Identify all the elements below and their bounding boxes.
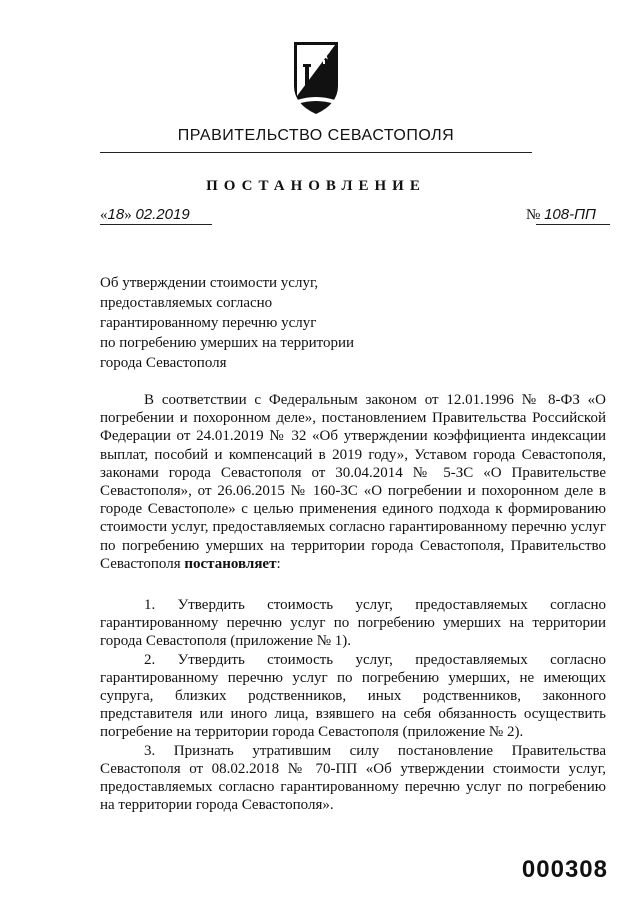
decree-item: 1. Утвердить стоимость услуг, предоставляемых согласно гарантированному перечню услуг по погребению умерших на территории города Севастополя (приложение № 1). bbox=[100, 597, 606, 650]
decree-items bbox=[100, 596, 606, 814]
decree-date bbox=[100, 206, 190, 224]
preamble-paragraph bbox=[100, 391, 606, 573]
document-type-title: ПОСТАНОВЛЕНИЕ bbox=[206, 178, 426, 194]
document-serial-number: 000308 bbox=[521, 856, 608, 883]
preamble-text: В соответствии с Федеральным законом от 12.01.1996 № 8-ФЗ «О погребении и похоронном деле», постановлением Правительства Российской Федерации от 24.01.2019 № 32 «Об утверждении коэффициента индексации выплат, пособий и компенсаций в 2019 году», Уставом города Севастополя, законами города Севастополя от 30.04.2014 № 5-ЗС «О Правительстве Севастополя», от 26.06.2015 № 160-ЗС «О погребении и похоронном деле в городе Севастополе» с целью применения единого подхода к формированию стоимости услуг, предоставляемых согласно гарантированному перечню услуг по погребению умерших на территории города Севастополя, Правительство Севастополя bbox=[100, 392, 606, 572]
subject-line: Об утверждении стоимости услуг, bbox=[100, 275, 319, 291]
subject-line: предоставляемых согласно bbox=[100, 295, 273, 311]
date-day: 18 bbox=[107, 206, 125, 223]
subject-line: гарантированному перечню услуг bbox=[100, 315, 317, 331]
preamble-colon: : bbox=[276, 555, 281, 572]
header-divider bbox=[100, 152, 532, 153]
decree-number bbox=[526, 206, 596, 224]
number-value: 108-ПП bbox=[544, 206, 596, 223]
decision-word: постановляет bbox=[184, 555, 277, 572]
decree-item: 2. Утвердить стоимость услуг, предоставляемых согласно гарантированному перечню услуг по погребению умерших, не имеющих супруга, близких родственников, иных родственников, законного представителя или иного лица, взявшего на себя обязанность осуществить погребение на территории города Севастополя (приложение № 2). bbox=[100, 651, 606, 741]
subject-line: города Севастополя bbox=[100, 355, 227, 371]
sevastopol-coat-of-arms-icon bbox=[291, 36, 341, 116]
decree-subject bbox=[100, 273, 430, 373]
date-quote-close: » bbox=[124, 207, 132, 223]
number-sign: № bbox=[526, 207, 541, 223]
number-underline bbox=[536, 224, 610, 225]
date-quote-open: « bbox=[100, 207, 108, 223]
government-name: ПРАВИТЕЛЬСТВО СЕВАСТОПОЛЯ bbox=[177, 127, 455, 144]
decree-item: 3. Признать утратившим силу постановление Правительства Севастополя от 08.02.2018 № 70-ПП «Об утверждении стоимости услуг, предоставляемых согласно гарантированному перечню услуг по погребению на территории города Севастополя». bbox=[100, 742, 606, 814]
date-month-year: 02.2019 bbox=[135, 206, 190, 223]
date-underline bbox=[100, 224, 212, 225]
subject-line: по погребению умерших на территории bbox=[100, 335, 355, 351]
